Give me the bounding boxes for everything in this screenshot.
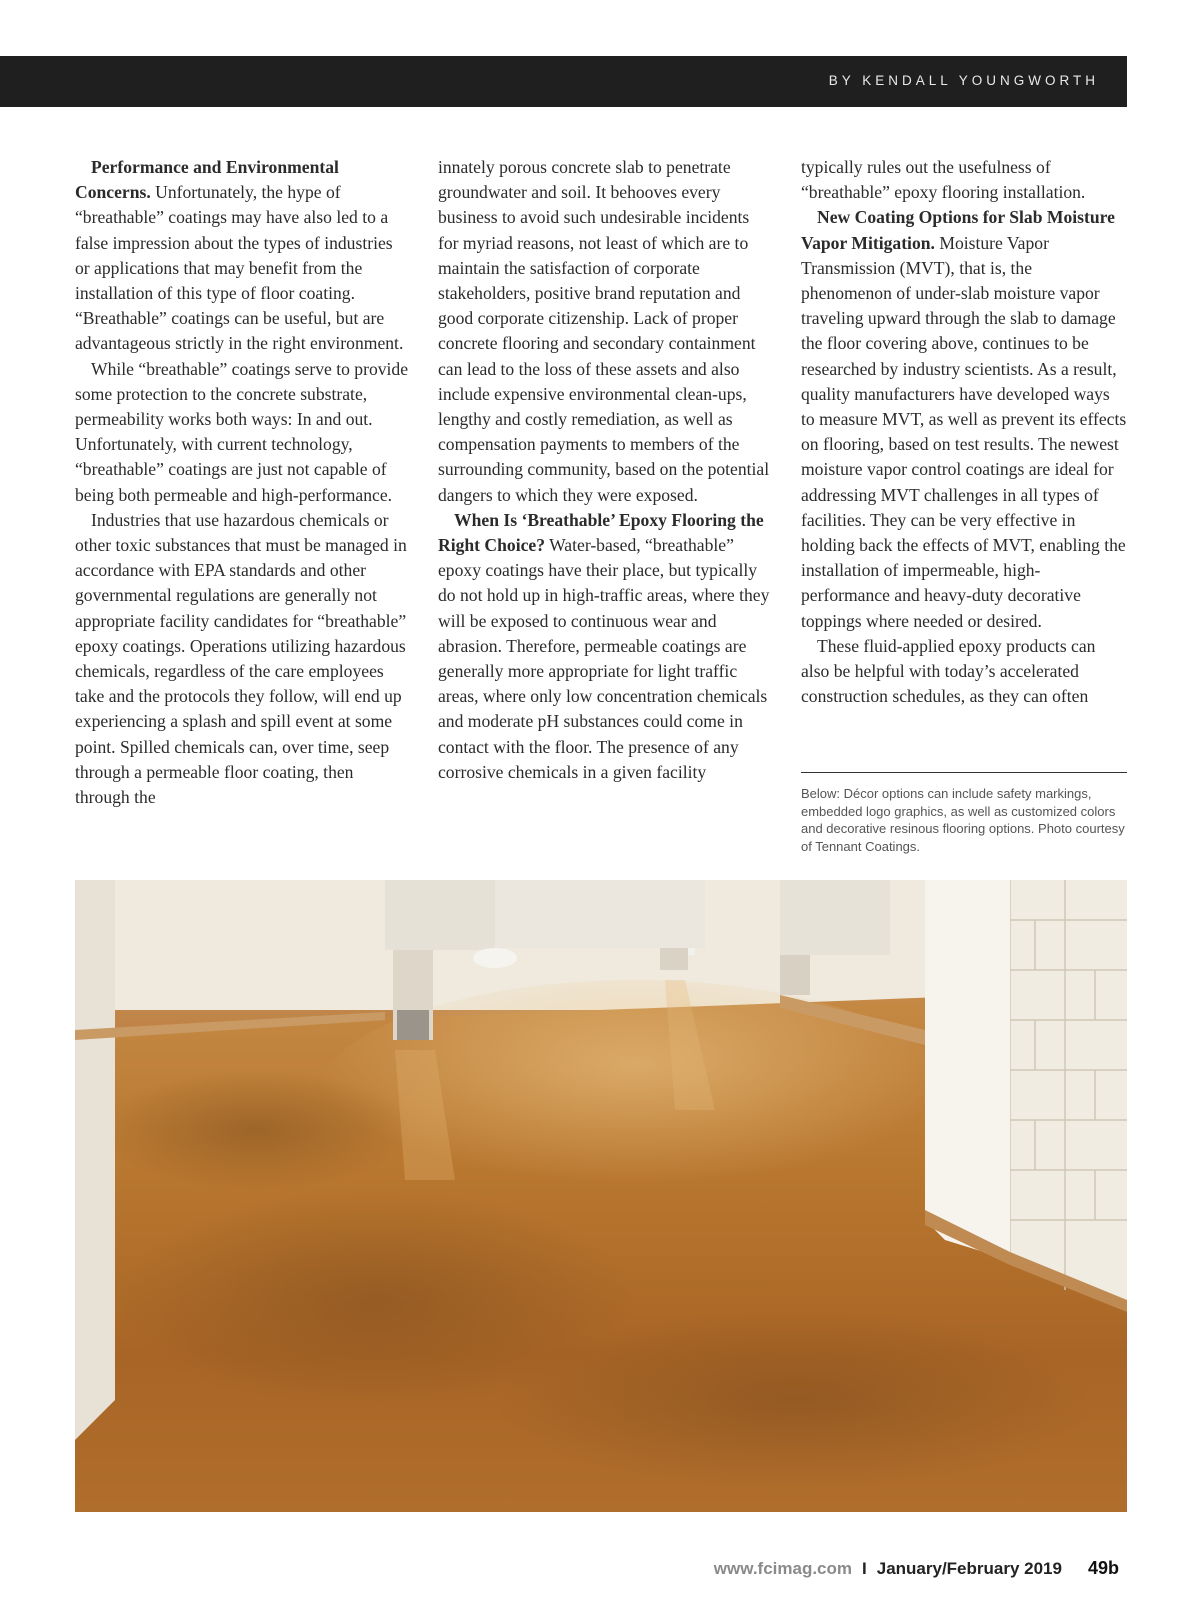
paragraph: Industries that use hazardous chemicals or other toxic substances that must be managed in accordance with EPA standards and other governmental regulations are generally not appropriate facility candidates for “breathable” epoxy coatings. Operations utilizing hazardous chemicals, regardless of the care employees take and the protocols they follow, will end up experiencing a splash and spill event at some point. Spilled chemicals can, over time, seep through a permeable floor coating, then through the [75, 509, 407, 808]
paragraph [438, 508, 773, 785]
section-heading: Performance and Environmental Concerns. [75, 157, 339, 203]
floor-photo-illustration [75, 880, 1127, 1512]
paragraph [801, 205, 1127, 633]
paragraph: innately porous concrete slab to penetrate groundwater and soil. It behooves every business to avoid such undesirable incidents for myriad reasons, not least of which are to maintain the satisfaction of corporate stakeholders, positive brand reputation and good corporate citizenship. Lack of proper concrete flooring and secondary containment can lead to the loss of these assets and also include expensive environmental clean-ups, lengthy and costly remediation, as well as compensation payments to members of the surrounding community, based on the potential dangers to which they were exposed. [438, 157, 770, 505]
paragraph: While “breathable” coatings serve to provide some protection to the concrete substrate, permeability works both ways: In and out. Unfortunately, with current technology, “breathable” coatings are just not capable of being both permeable and high-performance. [75, 358, 409, 505]
article-column-2 [438, 155, 773, 785]
section-heading: When Is ‘Breathable’ Epoxy Flooring the Right Choice? [438, 509, 764, 556]
article-column-3 [801, 155, 1127, 709]
page-number: 49b [1087, 1558, 1119, 1578]
footer-issue: January/February 2019 [876, 1559, 1062, 1578]
paragraph: typically rules out the usefulness of “breathable” epoxy flooring installation. [801, 157, 1086, 203]
article-column-1 [75, 155, 410, 810]
floor-photo [75, 880, 1127, 1512]
paragraph: These fluid-applied epoxy products can also be helpful with today’s accelerated construction schedules, as they can often [801, 635, 1096, 707]
section-heading: New Coating Options for Slab Moisture Vapor Mitigation. [801, 207, 1115, 253]
paragraph-text: Unfortunately, the hype of “breathable” coatings may have also led to a false impression about the types of industries or applications that may benefit from the installation of this type of floor coating. “Breathable” coatings can be useful, but are advantageous strictly in the right environment. [75, 182, 404, 354]
byline: BY KENDALL YOUNGWORTH [828, 73, 1099, 88]
caption-divider [801, 772, 1127, 773]
footer-separator: I [862, 1559, 867, 1578]
paragraph-text: Moisture Vapor Transmission (MVT), that is, the phenomenon of under-slab moisture vapor traveling upward through the slab to damage the floor covering above, continues to be researched by industry scientists. As a result, quality manufacturers have developed ways to measure MVT, as well as prevent its effects on flooring, based on test results. The newest moisture vapor control coatings are ideal for addressing MVT challenges in all types of facilities. They can be very effective in holding back the effects of MVT, enabling the installation of impermeable, high-performance and heavy-duty decorative toppings where needed or desired. [801, 232, 1127, 631]
paragraph [75, 155, 410, 357]
byline-bar [0, 56, 1127, 107]
footer-url[interactable]: www.fcimag.com [713, 1559, 853, 1578]
photo-caption: Below: Décor options can include safety markings, embedded logo graphics, as well as customized colors and decorative resinous flooring options. Photo courtesy of Tennant Coatings. [801, 786, 1125, 854]
page-footer [714, 1558, 1119, 1579]
paragraph-text: Water-based, “breathable” epoxy coatings have their place, but typically do not hold up in high-traffic areas, where they will be exposed to continuous wear and abrasion. Therefore, permeable coatings are generally more appropriate for light traffic areas, where only low concentration chemicals and moderate pH substances could come in contact with the floor. The presence of any corrosive chemicals in a given facility [438, 535, 770, 782]
